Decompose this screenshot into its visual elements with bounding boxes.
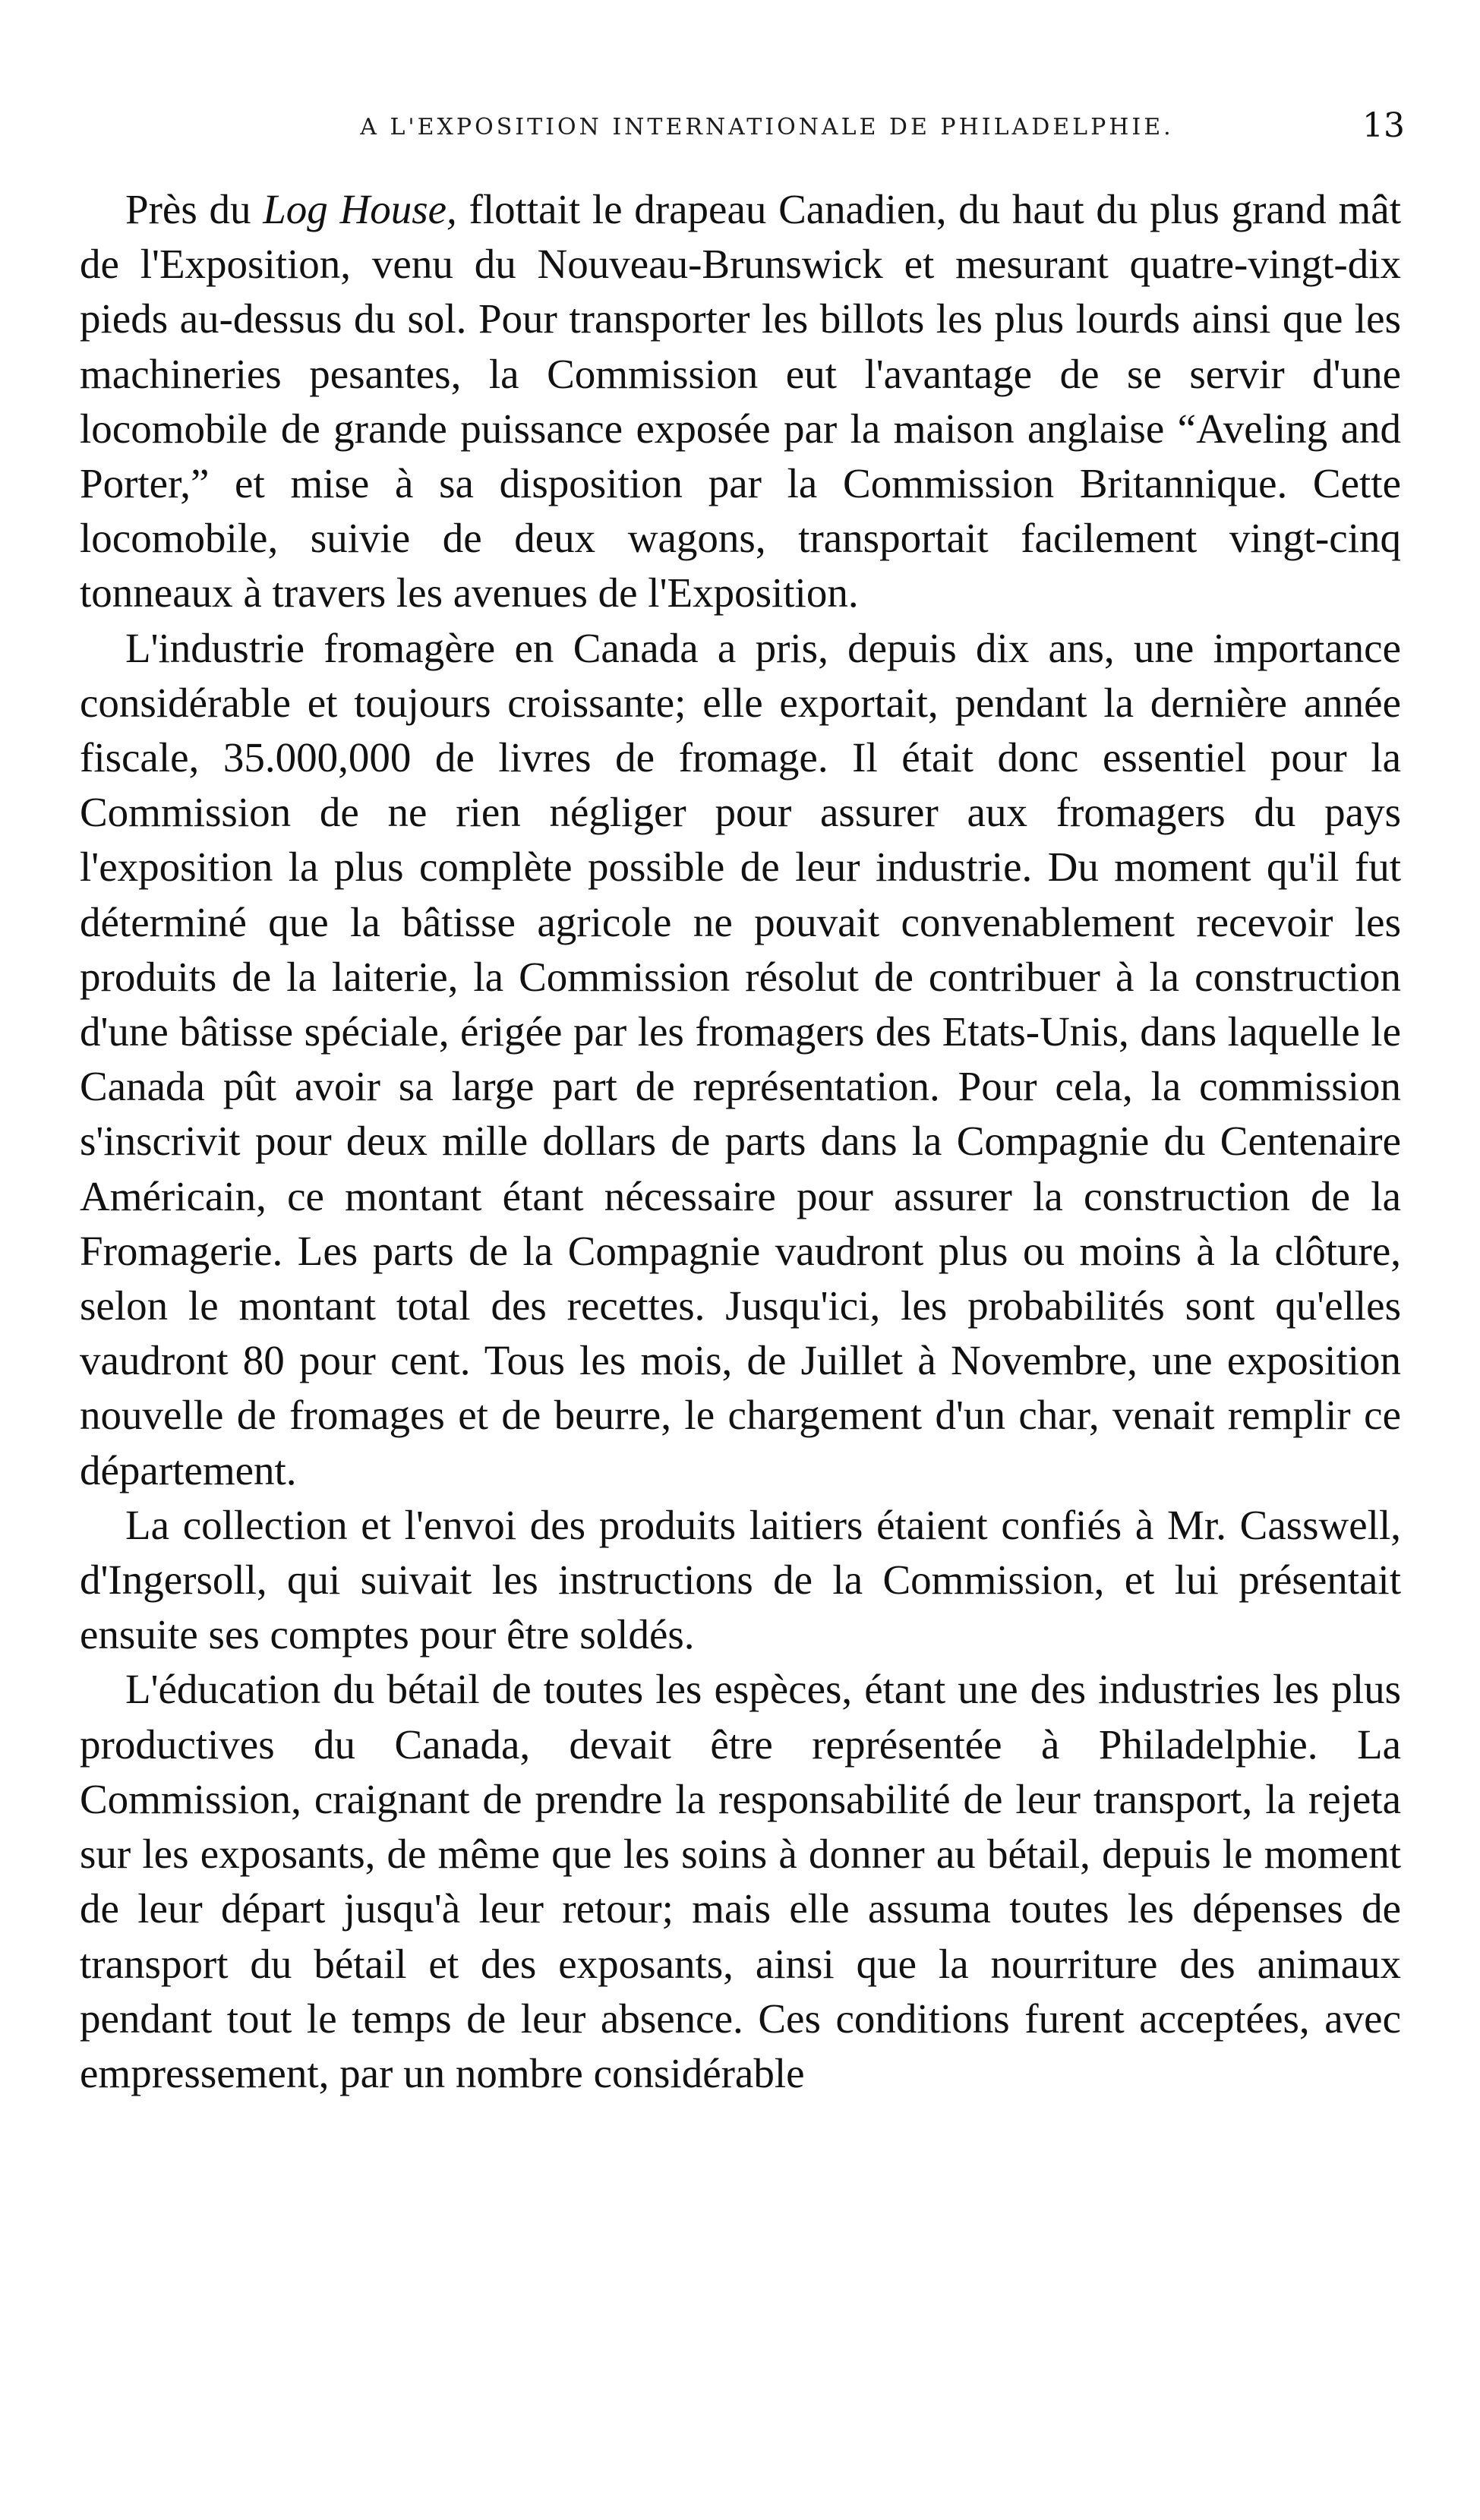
paragraph-text: flottait le drapeau Canadien, du haut du plus grand mât de l'Exposition, venu du Nouveau-Brunswick et mesurant quatre-vingt-dix pieds au-dessus du sol. Pour transporter les billots les plus lourds ainsi que les machineries pesantes, la Commission eut l'avantage de se servir d'une locomobile de grande puissance exposée par la maison anglaise “Aveling and Porter,” et mise à sa disposition par la Commission Britannique. Cette locomobile, suivie de deux wagons, transportait facilement vingt-cinq tonneaux à travers les avenues de l'Exposition.	[80, 186, 1401, 617]
paragraph-dairy-collection: La collection et l'envoi des produits laitiers étaient confiés à Mr. Casswell, d'Ingersoll, qui suivait les instructions de la Commission, et lui présentait ensuite ses comptes pour être soldés.	[80, 1501, 1401, 1658]
paragraph-text: Près du	[125, 186, 263, 232]
italic-term: Log House,	[263, 186, 457, 232]
paragraph-log-house	[80, 182, 1401, 621]
body-text	[80, 182, 1401, 2101]
paragraph-livestock: L'éducation du bétail de toutes les espèces, étant une des industries les plus productives du Canada, devait être représentée à Philadelphie. La Commission, craignant de prendre la responsabilité de leur transport, la rejeta sur les exposants, de même que les soins à donner au bétail, depuis le moment de leur départ jusqu'à leur retour; mais elle assuma toutes les dépenses de transport du bétail et des exposants, ainsi que la nourriture des animaux pendant tout le temps de leur absence. Ces conditions furent acceptées, avec empressement, par un nombre considérable	[80, 1666, 1401, 2096]
paragraph-cheese-industry: L'industrie fromagère en Canada a pris, depuis dix ans, une importance considérable et toujours croissante; elle exportait, pendant la dernière année fiscale, 35.000,000 de livres de fromage. Il était donc essentiel pour la Commission de ne rien négliger pour assurer aux fromagers du pays l'exposition la plus complète possible de leur industrie. Du moment qu'il fut déterminé que la bâtisse agricole ne pouvait convenablement recevoir les produits de la laiterie, la Commission résolut de contribuer à la construction d'une bâtisse spéciale, érigée par les fromagers des Etats-Unis, dans laquelle le Canada pût avoir sa large part de représentation. Pour cela, la commission s'inscrivit pour deux mille dollars de parts dans la Compagnie du Centenaire Américain, ce montant étant nécessaire pour assurer la construction de la Fromagerie. Les parts de la Compagnie vaudront plus ou moins à la clôture, selon le montant total des recettes. Jusqu'ici, les probabilités sont qu'elles vaudront 80 pour cent. Tous les mois, de Juillet à Novembre, une exposition nouvelle de fromages et de beurre, le chargement d'un char, venait remplir ce département.	[80, 624, 1401, 1493]
page-number: 13	[1362, 106, 1405, 145]
running-title: A L'EXPOSITION INTERNATIONALE DE PHILADELPHIE.	[360, 114, 1174, 140]
